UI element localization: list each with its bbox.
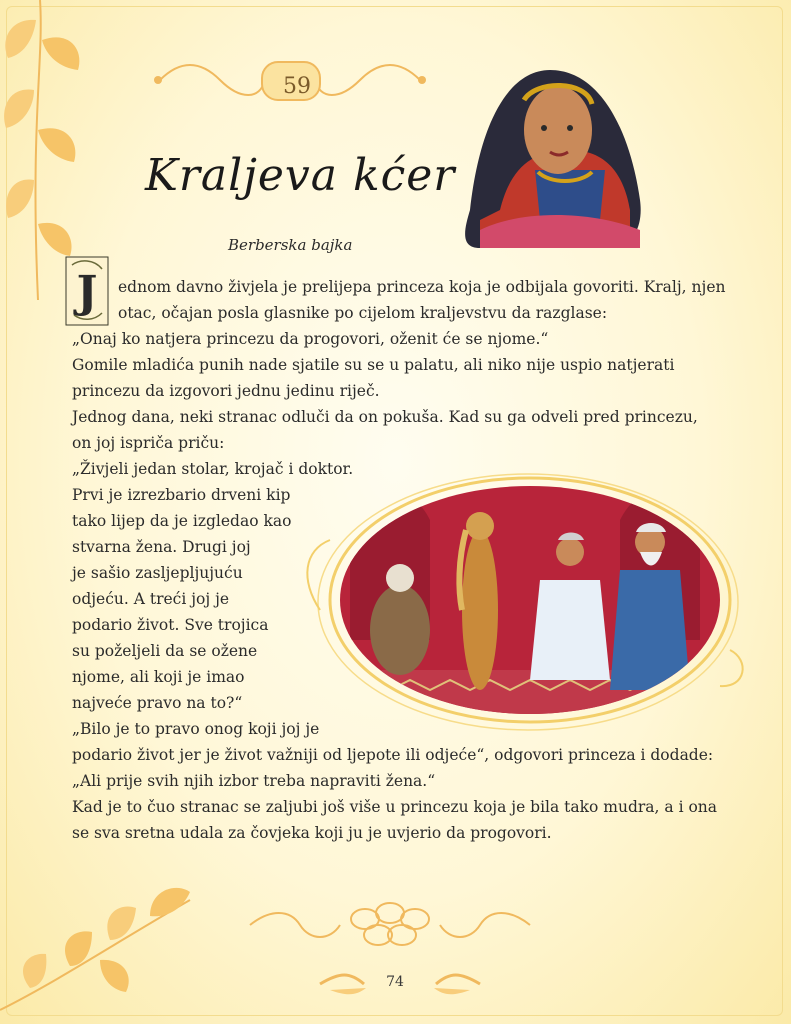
text-line: tako lijep da je izgledao kao [72, 512, 292, 530]
text-line: „Onaj ko natjera princezu da progovori, oženit će se njome.“ [72, 330, 549, 348]
text-line: njome, ali koji je imao [72, 668, 245, 686]
opening-paragraph [118, 274, 738, 326]
story-conclusion [72, 742, 722, 846]
text-line: Jednog dana, neki stranac odluči da on pokuša. Kad su ga odveli pred princezu, [72, 408, 698, 426]
princess-portrait-illustration [440, 60, 660, 250]
text-line: se sva sretna udala za čovjeka koji ju je uvjerio da progovori. [72, 824, 552, 842]
text-line: „Ali prije svih njih izbor treba napraviti žena.“ [72, 772, 436, 790]
text-line: podario život jer je život važniji od ljepote ili odjeće“, odgovori princeza i dodade: [72, 746, 714, 764]
text-line: je sašio zasljepljujuću [72, 564, 243, 582]
story-title: Kraljeva kćer [145, 150, 456, 201]
page-number: 74 [386, 974, 404, 990]
dropcap-ornament [64, 255, 110, 327]
text-line: on joj ispriča priču: [72, 434, 225, 452]
text-line: princezu da izgovori jednu jedinu riječ. [72, 382, 380, 400]
text-line: su poželjeli da se ožene [72, 642, 258, 660]
text-line: najveće pravo na to?“ [72, 694, 243, 712]
text-line: Gomile mladića punih nade sjatile su se u palatu, ali niko nije uspio natjerati [72, 356, 675, 374]
story-body [72, 326, 722, 482]
text-line: Prvi je izrezbario drveni kip [72, 486, 291, 504]
leaf-branch-decoration [0, 880, 200, 1020]
story-painting-illustration [290, 460, 750, 740]
footer-ornament [240, 895, 540, 955]
text-line: „Bilo je to pravo onog koji joj je [72, 720, 320, 738]
dropcap-letter: J [76, 267, 98, 318]
text-line: otac, očajan posla glasnike po cijelom kraljevstvu da razglase: [118, 304, 608, 322]
text-line: stvarna žena. Drugi joj [72, 538, 251, 556]
story-subtitle: Berberska bajka [228, 236, 353, 254]
text-line: „Živjeli jedan stolar, krojač i doktor. [72, 460, 354, 478]
text-line: podario život. Sve trojica [72, 616, 269, 634]
chapter-number: 59 [283, 73, 311, 99]
story-body-wrapped [72, 482, 320, 742]
text-line: Kad je to čuo stranac se zaljubi još više u princezu koja je bila tako mudra, a i ona [72, 798, 718, 816]
text-line: odjeću. A treći joj je [72, 590, 230, 608]
text-line: ednom davno živjela je prelijepa princeza koja je odbijala govoriti. Kralj, njen [118, 278, 726, 296]
